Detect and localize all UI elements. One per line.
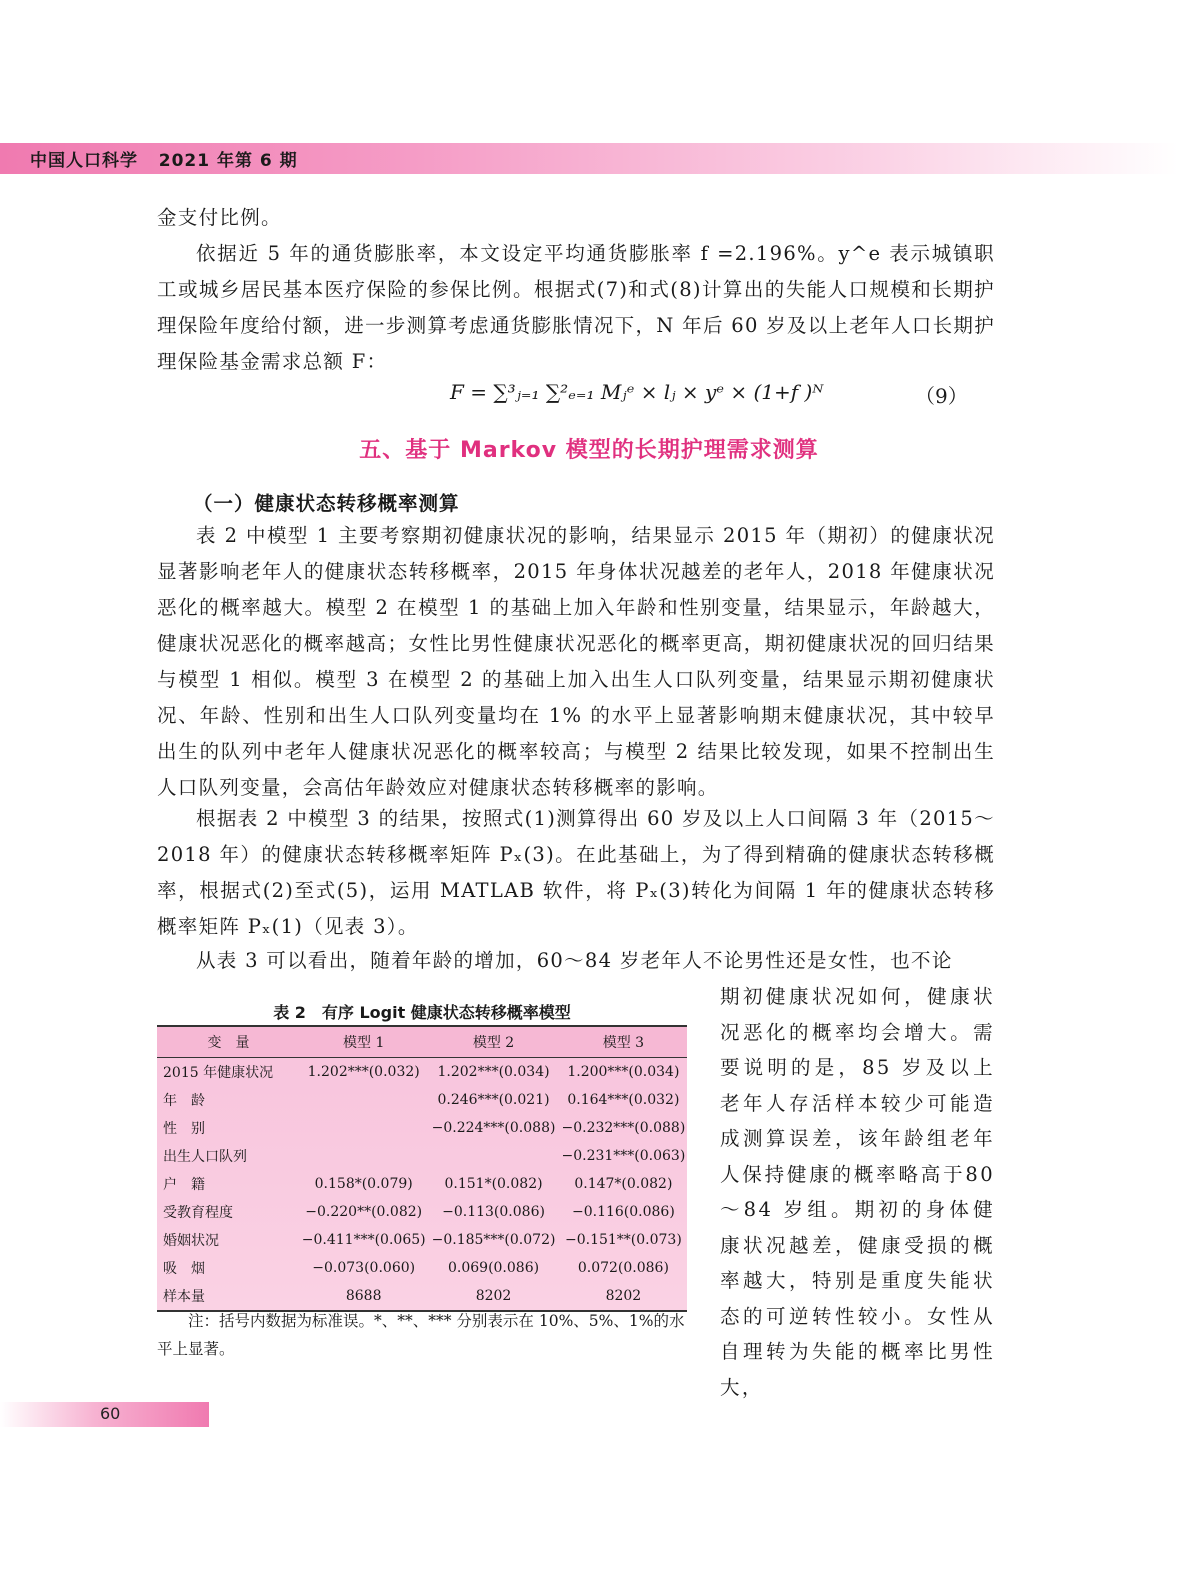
table-cell: 8688 — [300, 1282, 427, 1311]
paragraph-3: 根据表 2 中模型 3 的结果，按照式(1)测算得出 60 岁及以上人口间隔 3 年（2015～2018 年）的健康状态转移概率矩阵 Pₓ(3)。在此基础上，为了得到精确的健康状态转移概率，根据式(2)至式(5)，运用 MATLAB 软件，将 Pₓ(3)转化为间隔 1 年的健康状态转移概率矩阵 Pₓ(1)（见表 3）。 — [157, 807, 995, 938]
table-cell: 1.202***(0.032) — [307, 1064, 420, 1080]
table-cell: 8202 — [427, 1282, 560, 1311]
paragraph-1: 依据近 5 年的通货膨胀率，本文设定平均通货膨胀率 f =2.196%。y^e 表示城镇职工或城乡居民基本医疗保险的参保比例。根据式(7)和式(8)计算出的失能人口规模和长期护理保险年度给付额，进一步测算考虑通货膨胀情况下，N 年后 60 岁及以上老年人口长期护理保险基金需求总额 F： — [157, 242, 995, 373]
table-cell: −0.073(0.060) — [312, 1260, 416, 1276]
table-header: 模型 3 — [560, 1026, 687, 1058]
table-row — [157, 1226, 687, 1254]
table-header: 变 量 — [157, 1026, 300, 1058]
table-cell: 性 别 — [163, 1121, 205, 1137]
table-cell: 2015 年健康状况 — [163, 1065, 274, 1081]
table-cell: 0.069(0.086) — [447, 1260, 540, 1276]
regression-table — [157, 1025, 687, 1312]
table-cell: 户 籍 — [163, 1177, 205, 1193]
table-cell: −0.232***(0.088) — [561, 1120, 686, 1136]
table-cell: 1.202***(0.034) — [437, 1064, 550, 1080]
table-cell: 0.151*(0.082) — [444, 1176, 543, 1192]
table-cell: −0.224***(0.088) — [431, 1120, 556, 1136]
table-cell: −0.185***(0.072) — [431, 1232, 556, 1248]
table-cell: −0.231***(0.063) — [561, 1148, 686, 1164]
table-cell — [300, 1086, 427, 1114]
table-cell: 0.246***(0.021) — [437, 1092, 550, 1108]
table-cell: 8202 — [560, 1282, 687, 1311]
table-cell: 受教育程度 — [163, 1205, 233, 1221]
table-row — [157, 1170, 687, 1198]
formula-number: （9） — [915, 384, 968, 408]
table-header-row — [157, 1026, 687, 1058]
table-cell: −0.411***(0.065) — [301, 1232, 426, 1248]
table-cell: 样本量 — [157, 1282, 300, 1311]
paragraph-0: 金支付比例。 — [157, 206, 282, 229]
table-cell: −0.113(0.086) — [442, 1204, 545, 1220]
table-cell: 婚姻状况 — [163, 1233, 219, 1249]
running-header — [30, 146, 298, 171]
table-cell: 0.147*(0.082) — [574, 1176, 673, 1192]
side-column-text: 期初健康状况如何，健康状况恶化的概率均会增大。需要说明的是，85 岁及以上老年人存活样本较少可能造成测算误差，该年龄组老年人保持健康的概率略高于80～84 岁组。期初的身体健康状况越差，健康受损的概率越大，特别是重度失能状态的可逆转性较小。女性从自理转为失能的概率比男性大， — [720, 985, 995, 1399]
table-cell: 吸 烟 — [163, 1261, 205, 1277]
table-cell: −0.151**(0.073) — [564, 1232, 682, 1248]
table-cell: −0.116(0.086) — [571, 1204, 675, 1220]
table-cell — [427, 1142, 560, 1170]
table-caption: 表 2 有序 Logit 健康状态转移概率模型 — [273, 1003, 571, 1022]
formula-9: F = ∑³ⱼ₌₁ ∑²ₑ₌₁ Mⱼᵉ × lⱼ × yᵉ × (1+f )ᴺ — [450, 380, 824, 404]
table-row — [157, 1254, 687, 1282]
page-number: 60 — [100, 1404, 121, 1423]
table-header: 模型 1 — [300, 1026, 427, 1058]
table-cell: 出生人口队列 — [163, 1149, 247, 1165]
paragraph-4: 从表 3 可以看出，随着年龄的增加，60～84 岁老年人不论男性还是女性，也不论 — [196, 949, 953, 972]
table-row — [157, 1198, 687, 1226]
table-cell: 1.200***(0.034) — [567, 1064, 680, 1080]
paragraph-2: 表 2 中模型 1 主要考察期初健康状况的影响，结果显示 2015 年（期初）的健康状况显著影响老年人的健康状态转移概率，2015 年身体状况越差的老年人，2018 年健康状况恶化的概率越大。模型 2 在模型 1 的基础上加入年龄和性别变量，结果显示，年龄越大，健康状况恶化的概率越高；女性比男性健康状况恶化的概率更高，期初健康状况的回归结果与模型 1 相似。模型 3 在模型 2 的基础上加入出生人口队列变量，结果显示期初健康状况、年龄、性别和出生人口队列变量均在 1% 的水平上显著影响期末健康状况，其中较早出生的队列中老年人健康状况恶化的概率较高；与模型 2 结果比较发现，如果不控制出生人口队列变量，会高估年龄效应对健康状态转移概率的影响。 — [157, 524, 995, 799]
subsection-title: （一）健康状态转移概率测算 — [193, 492, 460, 515]
table-header: 模型 2 — [427, 1026, 560, 1058]
table-cell — [300, 1114, 427, 1142]
table-row — [157, 1142, 687, 1170]
table-row — [157, 1058, 687, 1087]
issue-label: 2021 年第 6 期 — [158, 151, 298, 171]
table-row — [157, 1086, 687, 1114]
table-note: 注：括号内数据为标准误。*、**、*** 分别表示在 10%、5%、1%的水平上显著。 — [157, 1312, 685, 1358]
table-cell: 0.164***(0.032) — [567, 1092, 680, 1108]
table-cell: −0.220**(0.082) — [305, 1204, 423, 1220]
table-row — [157, 1114, 687, 1142]
table-cell: 0.158*(0.079) — [314, 1176, 413, 1192]
table-cell: 0.072(0.086) — [577, 1260, 669, 1276]
section-title: 五、基于 Markov 模型的长期护理需求测算 — [359, 438, 819, 463]
table-cell — [300, 1142, 427, 1170]
table-cell: 年 龄 — [163, 1093, 205, 1109]
journal-name: 中国人口科学 — [30, 151, 138, 171]
